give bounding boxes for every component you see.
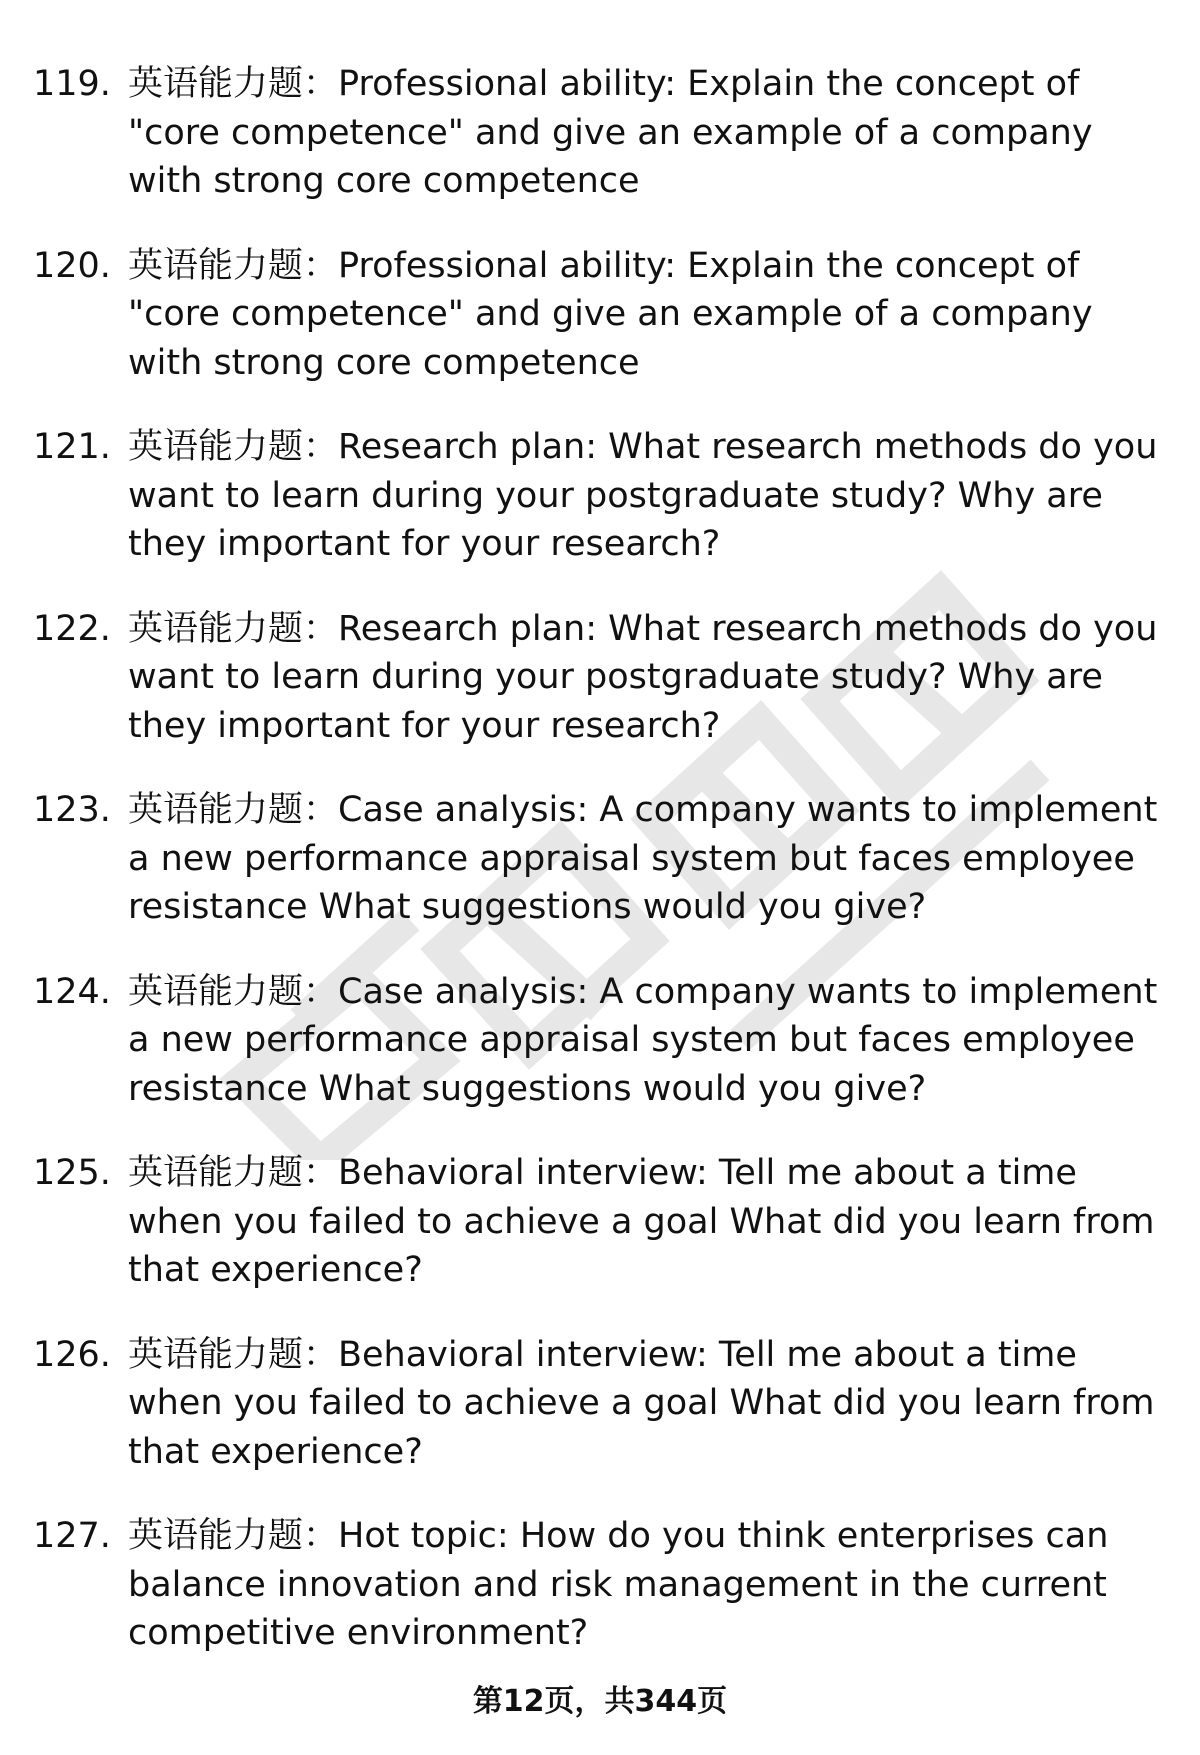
question-number: 121. bbox=[33, 427, 111, 467]
question-item bbox=[0, 968, 1200, 1114]
question-item bbox=[0, 605, 1200, 751]
question-item bbox=[0, 242, 1200, 388]
question-text: 英语能力题：Behavioral interview: Tell me about a time when you failed to achieve a goal What did you learn from that experience? bbox=[128, 1334, 1155, 1472]
question-text: 英语能力题：Behavioral interview: Tell me about a time when you failed to achieve a goal What did you learn from that experience? bbox=[128, 1153, 1155, 1290]
question-text: 英语能力题：Case analysis: A company wants to implement a new performance appraisal system but faces employee resistance What suggestions would you give? bbox=[128, 971, 1158, 1109]
question-number: 122. bbox=[33, 608, 111, 649]
question-text: 英语能力题：Research plan: What research methods do you want to learn during your postgraduate study? Why are they important for your research? bbox=[128, 427, 1158, 564]
question-item bbox=[0, 786, 1200, 932]
question-number: 123. bbox=[33, 790, 111, 830]
question-number: 119. bbox=[33, 64, 111, 104]
question-text: 英语能力题：Professional ability: Explain the concept of "core competence" and give an example of a company with strong core competence bbox=[128, 245, 1093, 383]
question-text: 英语能力题：Hot topic: How do you think enterprises can balance innovation and risk management in the current competitive environment? bbox=[128, 1516, 1109, 1653]
question-item bbox=[0, 1512, 1200, 1658]
question-text: 英语能力题：Professional ability: Explain the concept of "core competence" and give an example of a company with strong core competence bbox=[128, 64, 1093, 201]
question-item bbox=[0, 423, 1200, 569]
question-text: 英语能力题：Research plan: What research methods do you want to learn during your postgraduate study? Why are they important for your research? bbox=[128, 608, 1158, 746]
question-number: 125. bbox=[33, 1153, 111, 1193]
question-number: 124. bbox=[33, 971, 111, 1012]
question-item bbox=[0, 1149, 1200, 1295]
question-list bbox=[0, 60, 1200, 1694]
question-item bbox=[0, 60, 1200, 206]
question-number: 126. bbox=[33, 1334, 111, 1375]
question-text: 英语能力题：Case analysis: A company wants to implement a new performance appraisal system but faces employee resistance What suggestions would you give? bbox=[128, 790, 1158, 927]
question-number: 127. bbox=[33, 1516, 111, 1556]
page-number-footer: 第12页，共344页 bbox=[472, 1684, 728, 1719]
question-item bbox=[0, 1331, 1200, 1477]
question-number: 120. bbox=[33, 245, 111, 286]
